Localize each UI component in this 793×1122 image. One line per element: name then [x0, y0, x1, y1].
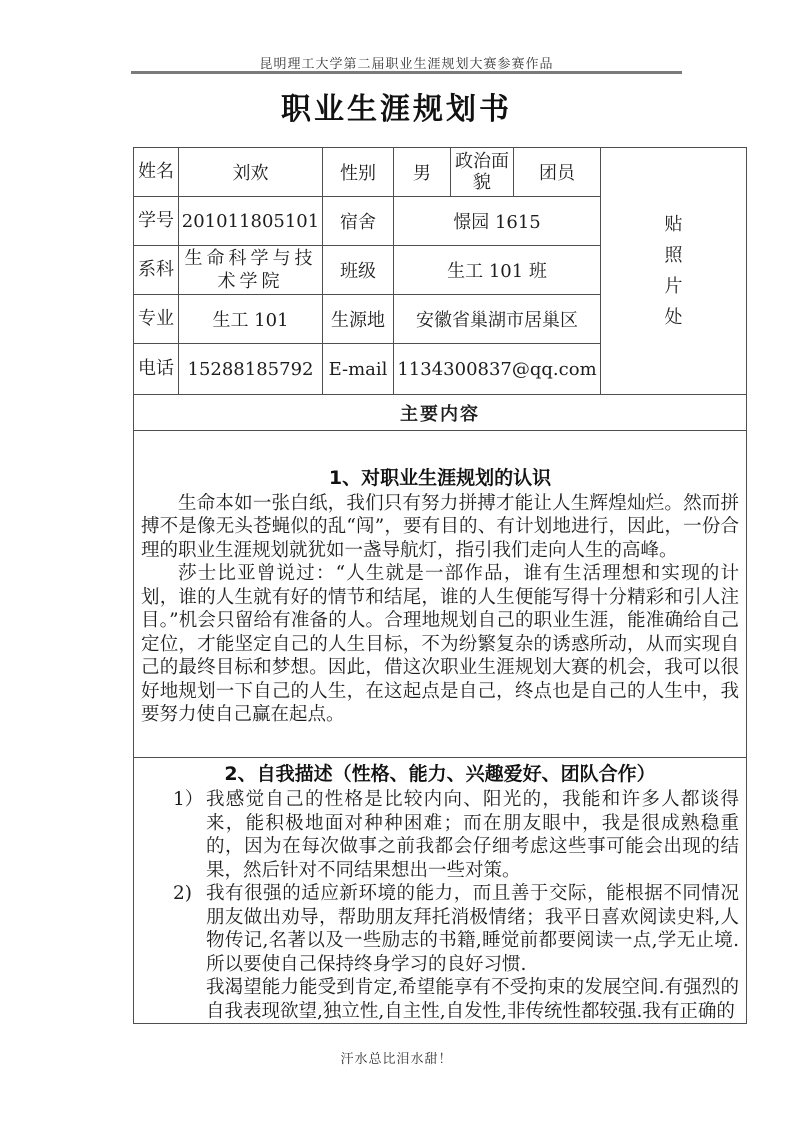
list-item-text: 我感觉自己的性格是比较内向、阳光的，我能和许多人都谈得来，能积极地面对种种困难；而在朋友眼中，我是很成熟稳重的，因为在每次做事之前我都会仔细考虑这些事可能会出现的结果，然后针对不同结果想出一些对策。: [206, 789, 739, 881]
info-table: [133, 147, 747, 1024]
dorm-value: 憬园 1615: [394, 197, 601, 246]
major-label: 专业: [134, 295, 179, 344]
hometown-label: 生源地: [323, 295, 394, 344]
political-status-value: 团员: [514, 148, 601, 197]
list-item-marker: 1）: [173, 789, 204, 810]
department-value: 生命科学与技术学院: [179, 246, 323, 295]
class-label: 班级: [323, 246, 394, 295]
email-label: E-mail: [323, 344, 394, 395]
photo-area-label: 贴照片处: [664, 214, 683, 328]
page-title: 职业生涯规划书: [281, 92, 512, 127]
section-2-extra-paragraph: 我渴望能力能受到肯定,希望能享有不受拘束的发展空间.有强烈的自我表现欲望,独立性,自主性,自发性,非传统性都较强.我有正确的: [206, 977, 739, 1022]
table-row: [134, 758, 747, 1024]
political-status-label: 政治面貌: [451, 148, 514, 197]
major-value: 生工 101: [179, 295, 323, 344]
department-label: 系科: [134, 246, 179, 295]
name-value: 刘欢: [179, 148, 323, 197]
dorm-label: 宿舍: [323, 197, 394, 246]
email-value: 1134300837@qq.com: [394, 344, 601, 395]
section-1-paragraph: 莎士比亚曾说过：“人生就是一部作品，谁有生活理想和实现的计划，谁的人生就有好的情节和结尾，谁的人生便能写得十分精彩和引人注目。”机会只留给有准备的人。合理地规划自己的职业生涯，能准确给自己定位，才能坚定自己的人生目标，不为纷繁复杂的诱惑所动，从而实现自己的最终目标和梦想。因此，借这次职业生涯规划大赛的机会，我可以很好地规划一下自己的人生，在这起点是自己，终点也是自己的人生中，我要努力使自己赢在起点。: [141, 563, 739, 725]
class-value: 生工 101 班: [394, 246, 601, 295]
gender-label: 性别: [323, 148, 394, 197]
footer-motto: 汗水总比泪水甜！: [340, 1052, 453, 1067]
header-divider: [131, 71, 682, 74]
list-item: [134, 788, 746, 882]
list-item-marker: 2): [173, 883, 192, 904]
hometown-value: 安徽省巢湖市居巢区: [394, 295, 601, 344]
section-self-description: [134, 758, 747, 1024]
phone-value: 15288185792: [179, 344, 323, 395]
phone-label: 电话: [134, 344, 179, 395]
list-item: [134, 882, 746, 976]
table-row: [134, 431, 747, 758]
photo-area: [601, 148, 747, 395]
section-career-planning-understanding: [134, 431, 747, 758]
gender-value: 男: [394, 148, 451, 197]
student-id-label: 学号: [134, 197, 179, 246]
section-1-heading: 1、对职业生涯规划的认识: [328, 466, 552, 489]
section-2-heading: 2、自我描述（性格、能力、兴趣爱好、团队合作）: [224, 763, 656, 785]
name-label: 姓名: [134, 148, 179, 197]
student-id-value: 201011805101: [179, 197, 323, 246]
table-row: [134, 395, 747, 431]
main-content-header: 主要内容: [134, 395, 747, 431]
list-item-text: 我有很强的适应新环境的能力，而且善于交际，能根据不同情况朋友做出劝导，帮助朋友拜托消极情绪；我平日喜欢阅读史料,人物传记,名著以及一些励志的书籍,睡觉前都要阅读一点,学无止境.所以要使自己保持终身学习的良好习惯.: [206, 883, 739, 975]
section-1-paragraph: 生命本如一张白纸，我们只有努力拼搏才能让人生辉煌灿烂。然而拼搏不是像无头苍蝇似的乱“闯”，要有目的、有计划地进行，因此，一份合理的职业生涯规划就犹如一盏导航灯，指引我们走向人生的高峰。: [141, 492, 739, 561]
header-note: 昆明理工大学第二届职业生涯规划大赛参赛作品: [259, 57, 554, 72]
table-row: [134, 148, 747, 197]
